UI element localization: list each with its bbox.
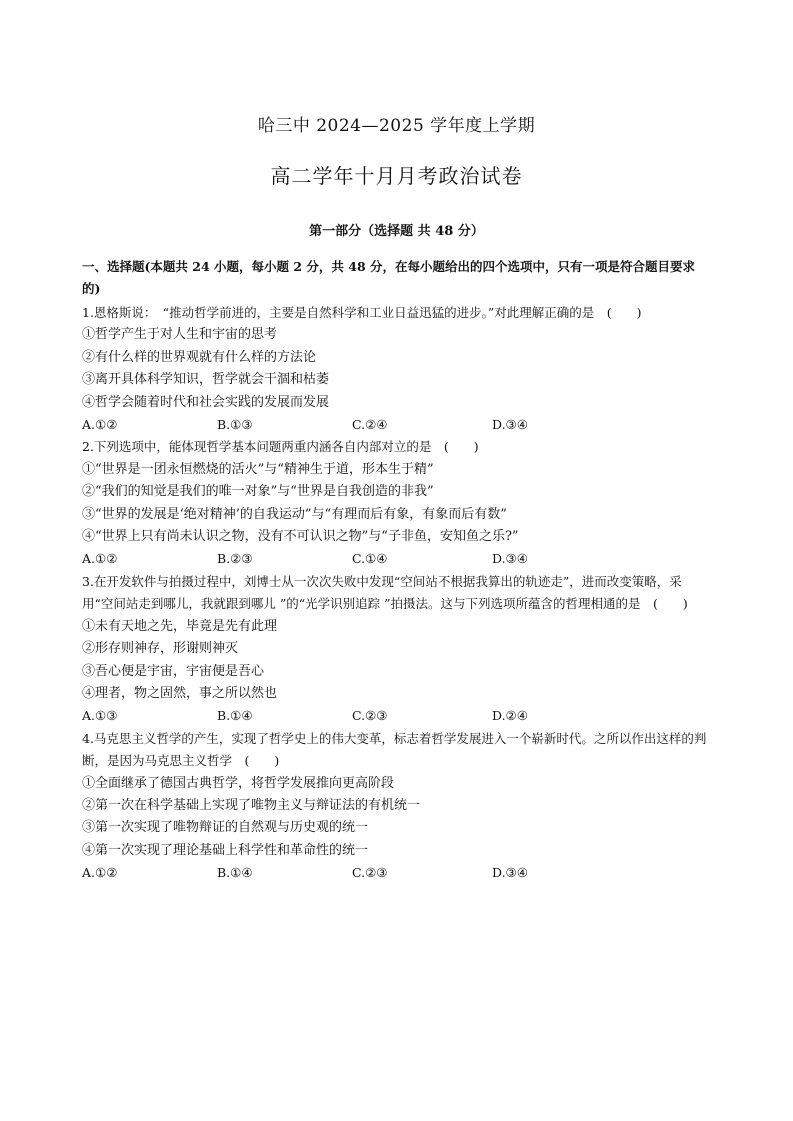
question-3 — [82, 571, 712, 728]
question-stem: 3.在开发软件与拍摄过程中，刘博士从一次次失败中发现“空间站不根据我算出的轨迹走”，进而改变策略，采用“空间站走到哪儿，我就跟到哪儿 ”的“光学识别追踪 ”拍摄法。这与下列选项所蕴含的哲理相通的是 ( ) — [82, 573, 688, 612]
statement-option: ②有什么样的世界观就有什么样的方法论 — [82, 349, 317, 365]
choice-c: C.②③ — [352, 865, 388, 881]
question-stem: 2.下列选项中，能体现哲学基本问题两重内涵各自内部对立的是 ( ) — [82, 439, 479, 455]
question-stem: 4.马克思主义哲学的产生，实现了哲学史上的伟大变革，标志着哲学发展进入一个崭新时代。之所以作出这样的判断，是因为马克思主义哲学 ( ) — [82, 730, 707, 769]
statement-option: ④理者，物之固然，事之所以然也 — [82, 685, 278, 701]
choice-b: B.①④ — [217, 708, 253, 724]
statement-option: ③吾心便是宇宙，宇宙便是吾心 — [82, 663, 265, 679]
choice-b: B.①④ — [217, 865, 253, 881]
question-1 — [82, 302, 712, 436]
answer-choices — [82, 862, 712, 884]
choice-d: D.②④ — [492, 708, 528, 724]
section-heading: 一、选择题(本题共 24 小题，每小题 2 分，共 48 分，在每小题给出的四个选项中，只有一项是符合题目要求的) — [82, 259, 696, 296]
choice-a: A.①② — [82, 865, 118, 881]
choice-a: A.①② — [82, 551, 118, 567]
choice-a: A.①② — [82, 417, 118, 433]
statement-option: ③离开具体科学知识，哲学就会干涸和枯萎 — [82, 372, 330, 388]
choice-b: B.①③ — [217, 417, 253, 433]
statement-option: ①未有天地之先，毕竟是先有此理 — [82, 618, 278, 634]
exam-title-school-term: 哈三中 2024—2025 学年度上学期 — [257, 116, 536, 136]
question-2 — [82, 436, 712, 570]
statement-option: ①全面继承了德国古典哲学，将哲学发展推向更高阶段 — [82, 775, 395, 791]
choice-d: D.③④ — [492, 865, 528, 881]
choice-c: C.②④ — [352, 417, 388, 433]
choice-d: D.③④ — [492, 417, 528, 433]
answer-choices — [82, 705, 712, 727]
question-4 — [82, 728, 712, 885]
statement-option: ②“我们的知觉是我们的唯一对象”与“世界是自我创造的非我” — [82, 484, 434, 500]
statement-option: ①“世界是一团永恒燃烧的活火”与“精神生于道，形本生于精” — [82, 461, 434, 477]
choice-c: C.①④ — [352, 551, 388, 567]
statement-option: ②第一次在科学基础上实现了唯物主义与辩证法的有机统一 — [82, 797, 421, 813]
answer-choices — [82, 414, 712, 436]
statement-option: ③第一次实现了唯物辩证的自然观与历史观的统一 — [82, 820, 369, 836]
choice-a: A.①③ — [82, 708, 118, 724]
exam-content — [82, 256, 712, 885]
answer-choices — [82, 548, 712, 570]
statement-option: ④哲学会随着时代和社会实践的发展而发展 — [82, 394, 330, 410]
statement-option: ③“世界的发展是‘绝对精神’的自我运动”与“有理而后有象，有象而后有数” — [82, 506, 507, 522]
statement-option: ④第一次实现了理论基础上科学性和革命性的统一 — [82, 842, 369, 858]
statement-option: ④“世界上只有尚未认识之物，没有不可认识之物”与“子非鱼，安知鱼之乐?” — [82, 529, 519, 545]
statement-option: ②形存则神存，形谢则神灭 — [82, 641, 239, 657]
choice-d: D.③④ — [492, 551, 528, 567]
choice-c: C.②③ — [352, 708, 388, 724]
exam-title-subject: 高二学年十月月考政治试卷 — [270, 164, 523, 188]
statement-option: ①哲学产生于对人生和宇宙的思考 — [82, 327, 278, 343]
choice-b: B.②③ — [217, 551, 253, 567]
part-title: 第一部分（选择题 共 48 分） — [309, 224, 484, 239]
question-stem: 1.恩格斯说： “推动哲学前进的，主要是自然科学和工业日益迅猛的进步。”对此理解正确的是 ( ) — [82, 305, 642, 320]
